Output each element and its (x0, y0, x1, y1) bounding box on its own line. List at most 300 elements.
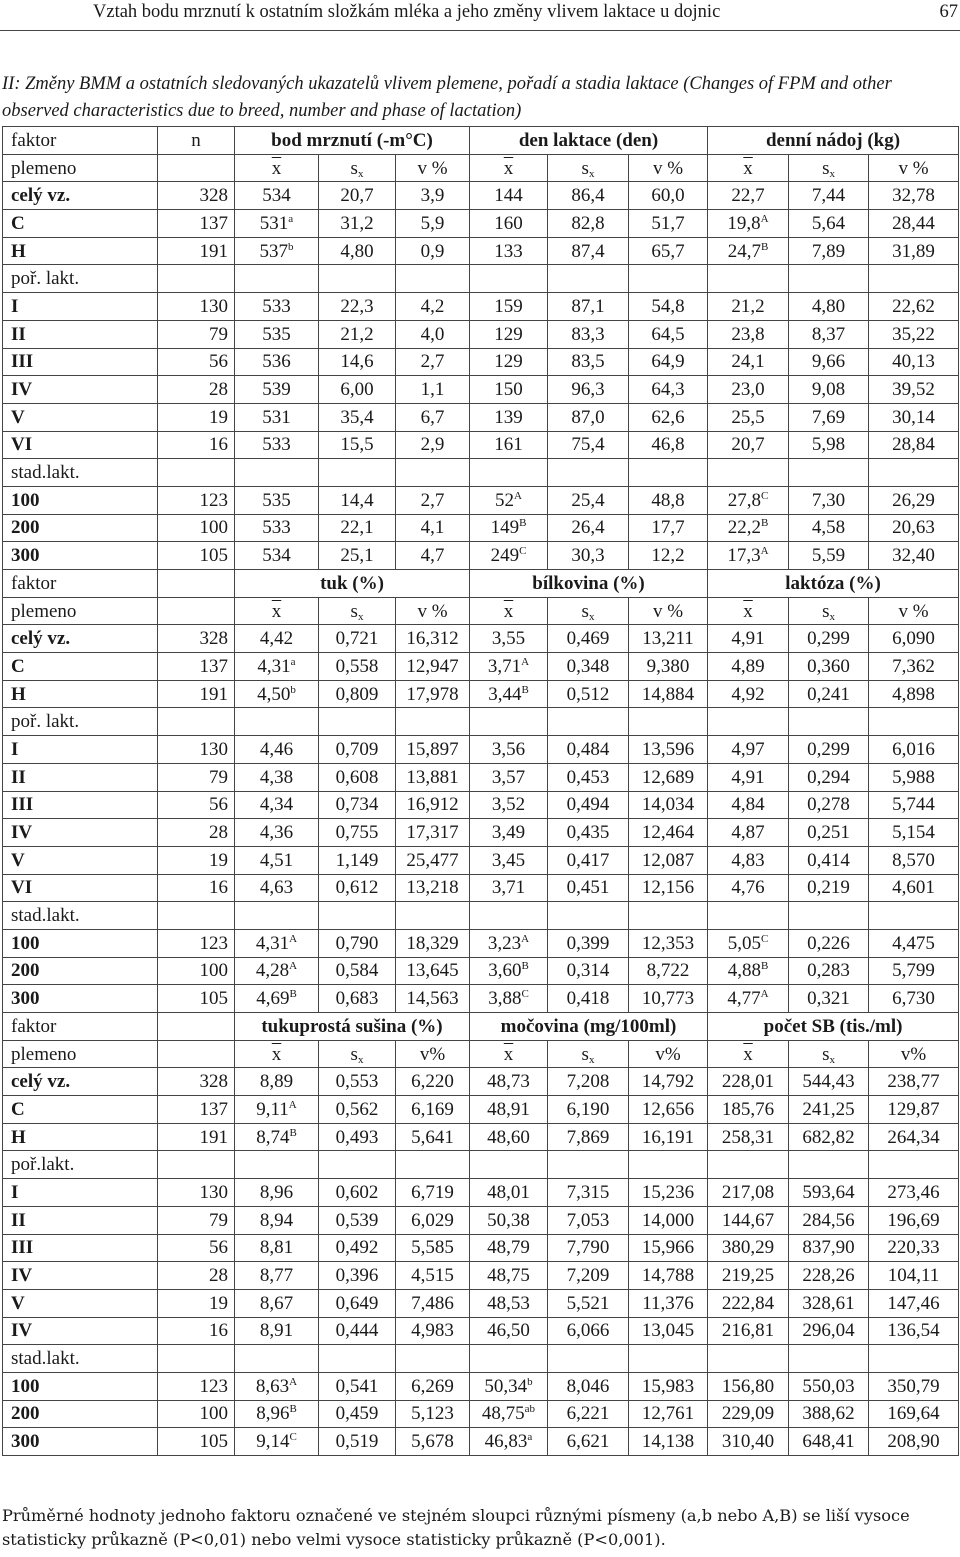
value-cell (319, 320, 396, 348)
empty-cell (629, 459, 708, 487)
value-cell (869, 1179, 959, 1207)
value: 12,2 (651, 545, 685, 567)
value: 35,22 (892, 323, 935, 345)
value: 0,493 (335, 1126, 379, 1148)
value-cell (629, 1123, 708, 1151)
value: 16,191 (641, 1126, 695, 1148)
value-cell (470, 625, 548, 653)
value: 1,1 (420, 379, 445, 401)
table-row (3, 985, 959, 1013)
value: 5,988 (892, 766, 935, 788)
value: 0,348 (566, 655, 610, 677)
value-cell (235, 1428, 319, 1456)
value-cell (319, 431, 396, 459)
stat-header (629, 154, 708, 182)
sd-subscript: x (829, 1053, 835, 1066)
value-cell (869, 210, 959, 238)
value: 8,94 (259, 1209, 294, 1231)
value: 0,612 (335, 877, 379, 899)
empty-cell (319, 902, 396, 930)
value: 48,73 (487, 1071, 530, 1093)
mean-symbol: $\overline{x}$ (271, 1043, 282, 1065)
stat-header (708, 1040, 789, 1068)
n-value: 130 (158, 293, 235, 321)
empty-cell (708, 1151, 789, 1179)
value-cell (869, 791, 959, 819)
table-row (3, 736, 959, 764)
value: 22,2 (727, 517, 761, 539)
value: 133 (494, 240, 523, 262)
value-cell (235, 431, 319, 459)
value-cell (629, 1234, 708, 1262)
value-cell (708, 486, 789, 514)
value-cell (869, 736, 959, 764)
value-cell (789, 182, 869, 210)
empty-cell (470, 459, 548, 487)
n-value: 100 (158, 514, 235, 542)
value: 5,9 (420, 212, 445, 234)
significance-letter: A (521, 932, 530, 945)
value-cell (235, 929, 319, 957)
value: 4,77 (727, 988, 761, 1010)
value-cell (629, 1400, 708, 1428)
value: 82,8 (571, 212, 605, 234)
value-cell (235, 403, 319, 431)
value-cell (396, 736, 470, 764)
running-header (0, 0, 960, 31)
value-cell (708, 874, 789, 902)
stat-header (319, 154, 396, 182)
value: 3,49 (491, 822, 526, 844)
value-cell (235, 985, 319, 1013)
value: 15,236 (641, 1181, 695, 1203)
table-row (3, 1123, 959, 1151)
value: 27,8 (727, 489, 761, 511)
value: 3,71 (491, 877, 526, 899)
value-cell (396, 293, 470, 321)
value: 24,1 (731, 351, 765, 373)
value-cell (470, 1096, 548, 1124)
value-cell (548, 1289, 629, 1317)
value: 32,78 (892, 185, 935, 207)
value-cell (548, 348, 629, 376)
group-label: stad.lakt. (3, 459, 158, 487)
value: 228,26 (802, 1265, 855, 1287)
value-cell (396, 320, 470, 348)
empty-cell (548, 459, 629, 487)
value: 9,08 (811, 379, 846, 401)
value: 4,2 (420, 295, 445, 317)
significance-letter: a (288, 212, 294, 225)
row-label: IV (3, 1262, 158, 1290)
value: 0,414 (807, 849, 850, 871)
value: 2,7 (420, 351, 445, 373)
value-cell (869, 182, 959, 210)
value: 129,87 (887, 1098, 940, 1120)
value-cell (789, 1179, 869, 1207)
n-header-blank (158, 1040, 235, 1068)
value-cell (319, 1206, 396, 1234)
value: 0,494 (566, 794, 610, 816)
mean-symbol: $\overline{x}$ (271, 157, 282, 179)
value: 3,55 (491, 628, 526, 650)
value: 0,519 (335, 1431, 379, 1453)
empty-cell (470, 902, 548, 930)
value-cell (708, 1317, 789, 1345)
value-cell (470, 320, 548, 348)
value-cell (629, 1179, 708, 1207)
value: 0,219 (807, 877, 850, 899)
value: 0,492 (335, 1237, 379, 1259)
empty-cell (869, 902, 959, 930)
value: 380,29 (721, 1237, 775, 1259)
value-cell (548, 957, 629, 985)
value: 0,558 (335, 655, 379, 677)
sd-subscript: x (357, 1053, 364, 1066)
value: 15,5 (340, 434, 374, 456)
sd-symbol: s (581, 1043, 589, 1065)
value-cell (470, 237, 548, 265)
value-cell (470, 1123, 548, 1151)
table-row (3, 431, 959, 459)
value: 16,312 (406, 628, 459, 650)
value: 6,621 (566, 1431, 610, 1453)
value: 531 (259, 212, 289, 234)
empty-cell (548, 902, 629, 930)
value-cell (708, 210, 789, 238)
value-cell (235, 1262, 319, 1290)
n-value: 123 (158, 929, 235, 957)
value: 5,585 (411, 1237, 454, 1259)
value-cell (319, 1262, 396, 1290)
value-cell (629, 846, 708, 874)
value-cell (548, 736, 629, 764)
value: 531 (262, 406, 291, 428)
value: 8,96 (259, 1181, 294, 1203)
value-cell (396, 680, 470, 708)
n-value: 130 (158, 1179, 235, 1207)
value-cell (548, 1096, 629, 1124)
stat-header (869, 597, 959, 625)
value-cell (548, 874, 629, 902)
value: 149 (490, 517, 520, 539)
value-cell (869, 1317, 959, 1345)
value: 3,9 (420, 185, 445, 207)
value-cell (396, 1068, 470, 1096)
value: 220,33 (887, 1237, 940, 1259)
n-value: 191 (158, 237, 235, 265)
n-value: 328 (158, 182, 235, 210)
value: 14,563 (406, 988, 459, 1010)
value: 60,0 (651, 185, 685, 207)
group-label: poř. lakt. (3, 708, 158, 736)
value: 48,91 (487, 1098, 530, 1120)
cv-symbol: v % (417, 157, 448, 179)
stat-header (470, 154, 548, 182)
empty-cell (235, 459, 319, 487)
value-cell (708, 1206, 789, 1234)
value-cell (319, 1068, 396, 1096)
value: 75,4 (571, 434, 605, 456)
value-cell (396, 1234, 470, 1262)
value-cell (470, 1400, 548, 1428)
value-cell (869, 1262, 959, 1290)
value: 0,278 (807, 794, 850, 816)
value: 5,154 (892, 822, 935, 844)
value: 533 (262, 295, 291, 317)
header-row-stats (3, 597, 959, 625)
empty-cell (869, 708, 959, 736)
value-cell (470, 680, 548, 708)
value-cell (235, 736, 319, 764)
value: 0,451 (566, 877, 610, 899)
value-cell (319, 403, 396, 431)
value-cell (396, 1289, 470, 1317)
value-cell (396, 1262, 470, 1290)
value: 536 (262, 351, 291, 373)
group-title: bod mrznutí (-m°C) (235, 127, 470, 155)
value: 0,709 (335, 738, 379, 760)
value: 8,722 (646, 960, 690, 982)
value-cell (548, 846, 629, 874)
value: 222,84 (721, 1292, 775, 1314)
value: 228,01 (721, 1071, 775, 1093)
value-cell (789, 819, 869, 847)
value-cell (629, 819, 708, 847)
empty-cell (789, 1345, 869, 1373)
stat-header (235, 597, 319, 625)
value: 0,553 (335, 1071, 379, 1093)
value-cell (629, 403, 708, 431)
empty-cell (235, 708, 319, 736)
value: 4,1 (420, 517, 445, 539)
value: 14,034 (641, 794, 695, 816)
value: 0,321 (807, 988, 850, 1010)
value: 104,11 (887, 1265, 940, 1287)
value-cell (789, 680, 869, 708)
value: 9,14 (256, 1431, 290, 1453)
significance-letter: C (760, 489, 769, 502)
value: 273,46 (887, 1181, 940, 1203)
significance-letter: C (760, 932, 769, 945)
value-cell (869, 486, 959, 514)
value: 21,2 (731, 295, 765, 317)
n-value: 79 (158, 1206, 235, 1234)
value-cell (629, 431, 708, 459)
table-row (3, 1317, 959, 1345)
value-cell (629, 680, 708, 708)
n-value: 123 (158, 1372, 235, 1400)
empty-cell (158, 459, 235, 487)
value-cell (396, 846, 470, 874)
empty-cell (789, 708, 869, 736)
value: 6,066 (566, 1320, 610, 1342)
mean-symbol: $\overline{x}$ (743, 600, 753, 622)
value-cell (235, 846, 319, 874)
sd-subscript: x (357, 167, 364, 180)
value: 196,69 (887, 1209, 940, 1231)
value: 4,87 (731, 822, 765, 844)
value: 350,79 (887, 1375, 940, 1397)
table-row (3, 1262, 959, 1290)
value: 150 (494, 379, 523, 401)
value: 12,947 (406, 655, 459, 677)
value: 46,50 (487, 1320, 530, 1342)
sd-subscript: x (588, 167, 595, 180)
value: 241,25 (802, 1098, 855, 1120)
value: 87,0 (571, 406, 605, 428)
value: 535 (262, 323, 291, 345)
value: 7,486 (411, 1292, 454, 1314)
significance-letter: A (521, 655, 530, 668)
value: 48,60 (487, 1126, 530, 1148)
value-cell (789, 431, 869, 459)
value-cell (708, 929, 789, 957)
cv-symbol: v % (652, 157, 684, 179)
table-footnote: Průměrné hodnoty jednoho faktoru označené ve stejném sloupci různými písmeny (a,b nebo A,B) se liší vysoce statisticky průkazně (P<0,01) nebo velmi vysoce statisticky průkazně (P<0,001). (2, 1506, 910, 1549)
value: 3,44 (488, 683, 522, 705)
value: 4,80 (340, 240, 374, 262)
value-cell (396, 237, 470, 265)
value-cell (319, 237, 396, 265)
significance-letter: A (288, 1098, 297, 1111)
value-cell (319, 486, 396, 514)
value: 0,418 (566, 988, 610, 1010)
value: 46,8 (651, 434, 685, 456)
value: 8,81 (259, 1237, 294, 1259)
value: 4,601 (892, 877, 935, 899)
value-cell (235, 210, 319, 238)
value: 4,83 (731, 849, 765, 871)
data-table (2, 126, 959, 1456)
empty-cell (708, 459, 789, 487)
value-cell (629, 929, 708, 957)
value-cell (629, 957, 708, 985)
value-cell (396, 1400, 470, 1428)
mean-symbol: $\overline{x}$ (743, 1043, 753, 1065)
value-cell (548, 791, 629, 819)
stat-header (548, 1040, 629, 1068)
empty-cell (629, 265, 708, 293)
value: 4,0 (420, 323, 445, 345)
value-cell (629, 348, 708, 376)
significance-letter: A (289, 932, 298, 945)
empty-cell (158, 708, 235, 736)
value: 12,353 (641, 932, 695, 954)
value-cell (235, 514, 319, 542)
value: 12,761 (641, 1403, 695, 1425)
value: 4,983 (411, 1320, 454, 1342)
value-cell (235, 1372, 319, 1400)
value-cell (548, 625, 629, 653)
value-cell (319, 763, 396, 791)
empty-cell (789, 265, 869, 293)
significance-letter: A (760, 212, 769, 225)
table-row (3, 1234, 959, 1262)
n-value: 16 (158, 431, 235, 459)
stat-header (869, 154, 959, 182)
empty-cell (319, 708, 396, 736)
table-row (3, 846, 959, 874)
n-value: 105 (158, 1428, 235, 1456)
value-cell (319, 653, 396, 681)
n-header (158, 570, 235, 598)
value: 31,89 (892, 240, 935, 262)
value: 4,515 (411, 1265, 454, 1287)
value-cell (470, 736, 548, 764)
value-cell (470, 1179, 548, 1207)
n-value: 19 (158, 1289, 235, 1317)
empty-cell (158, 265, 235, 293)
value: 0,435 (566, 822, 610, 844)
value: 0,444 (335, 1320, 379, 1342)
value-cell (396, 819, 470, 847)
value: 837,90 (802, 1237, 855, 1259)
value-cell (470, 542, 548, 570)
value: 5,678 (411, 1431, 454, 1453)
value-cell (708, 1123, 789, 1151)
value-cell (789, 1262, 869, 1290)
row-label: I (3, 293, 158, 321)
value-cell (235, 1234, 319, 1262)
value: 0,469 (566, 628, 610, 650)
group-title: laktóza (%) (708, 570, 959, 598)
value-cell (789, 763, 869, 791)
value: 5,64 (811, 212, 846, 234)
value-cell (789, 486, 869, 514)
value-cell (396, 1123, 470, 1151)
value: 46,83 (484, 1431, 528, 1453)
value-cell (396, 486, 470, 514)
value: 7,44 (811, 185, 846, 207)
value-cell (319, 985, 396, 1013)
cv-symbol: v % (652, 600, 684, 622)
value-cell (789, 1096, 869, 1124)
value-cell (869, 957, 959, 985)
value-cell (470, 514, 548, 542)
value: 64,9 (651, 351, 685, 373)
value: 8,77 (259, 1265, 294, 1287)
row-label: 100 (3, 1372, 158, 1400)
value-cell (470, 874, 548, 902)
mean-symbol: $\overline{x}$ (503, 600, 514, 622)
value-cell (319, 1428, 396, 1456)
value: 0,790 (335, 932, 379, 954)
empty-cell (629, 902, 708, 930)
value: 54,8 (651, 295, 685, 317)
value-cell (396, 182, 470, 210)
empty-cell (789, 459, 869, 487)
value: 23,8 (731, 323, 765, 345)
value-cell (470, 929, 548, 957)
value: 0,584 (335, 960, 379, 982)
value: 0,649 (335, 1292, 379, 1314)
value: 169,64 (887, 1403, 940, 1425)
value-cell (869, 293, 959, 321)
empty-cell (548, 1151, 629, 1179)
row-label: I (3, 1179, 158, 1207)
value: 8,570 (892, 849, 935, 871)
value-cell (789, 625, 869, 653)
value: 6,221 (566, 1403, 610, 1425)
value-cell (629, 1068, 708, 1096)
value-cell (789, 376, 869, 404)
value: 161 (494, 434, 523, 456)
row-label: 300 (3, 1428, 158, 1456)
value-cell (629, 320, 708, 348)
n-value: 191 (158, 1123, 235, 1151)
value: 7,89 (811, 240, 846, 262)
